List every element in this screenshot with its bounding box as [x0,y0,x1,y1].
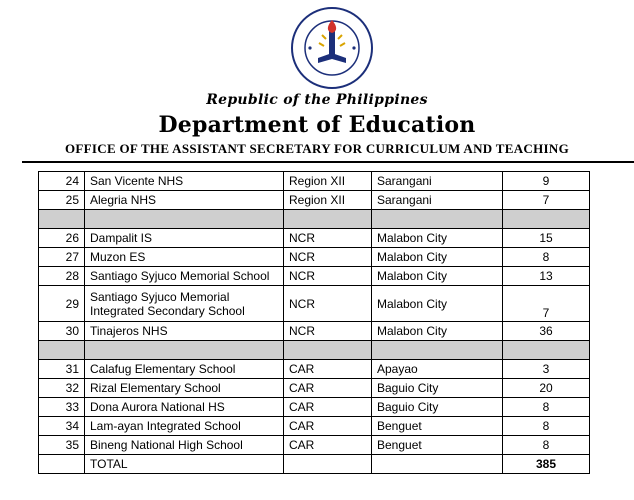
count: 9 [503,172,590,191]
division: Benguet [372,417,503,436]
region: Region XII [284,191,372,210]
office-title: OFFICE OF THE ASSISTANT SECRETARY FOR CURRICULUM AND TEACHING [65,141,569,156]
school-name: Dona Aurora National HS [85,398,284,417]
separator-row [39,210,590,229]
count: 8 [503,398,590,417]
region: CAR [284,398,372,417]
table-row [39,248,590,267]
table-row [39,436,590,455]
school-name: Muzon ES [85,248,284,267]
row-number: 27 [39,248,85,267]
division: Apayao [372,360,503,379]
table-row [39,379,590,398]
count: 3 [503,360,590,379]
region: CAR [284,379,372,398]
row-number: 29 [39,286,85,322]
row-number: 28 [39,267,85,286]
region: Region XII [284,172,372,191]
row-number: 24 [39,172,85,191]
region: NCR [284,286,372,322]
region: NCR [284,229,372,248]
row-number: 31 [39,360,85,379]
school-name: Alegria NHS [85,191,284,210]
table-row [39,172,590,191]
row-number: 30 [39,322,85,341]
count: 13 [503,267,590,286]
division: Malabon City [372,248,503,267]
division: Malabon City [372,286,503,322]
schools-table [38,171,590,474]
school-name: Dampalit IS [85,229,284,248]
region: CAR [284,436,372,455]
count: 15 [503,229,590,248]
row-number: 35 [39,436,85,455]
division: Benguet [372,436,503,455]
row-number: 26 [39,229,85,248]
school-name: San Vicente NHS [85,172,284,191]
total-row [39,455,590,474]
row-number: 34 [39,417,85,436]
separator-row [39,341,590,360]
count: 8 [503,417,590,436]
school-name: Tinajeros NHS [85,322,284,341]
region: NCR [284,248,372,267]
count: 8 [503,248,590,267]
division: Baguio City [372,398,503,417]
count: 7 [503,191,590,210]
table-row [39,267,590,286]
row-number: 33 [39,398,85,417]
table-row [39,322,590,341]
count: 36 [503,322,590,341]
department-title: Department of Education [158,112,476,138]
total-label: TOTAL [85,455,284,474]
count: 8 [503,436,590,455]
table-row [39,286,590,322]
republic-title: Republic of the Philippines [206,92,428,108]
division: Malabon City [372,267,503,286]
table-row [39,398,590,417]
table-row [39,229,590,248]
total-value: 385 [503,455,590,474]
table-row [39,191,590,210]
region: NCR [284,267,372,286]
table-row [39,417,590,436]
division: Baguio City [372,379,503,398]
school-name: Rizal Elementary School [85,379,284,398]
table-row [39,360,590,379]
school-name: Lam-ayan Integrated School [85,417,284,436]
count: 20 [503,379,590,398]
division: Malabon City [372,229,503,248]
count: 7 [503,286,590,322]
school-name: Calafug Elementary School [85,360,284,379]
region: CAR [284,417,372,436]
deped-seal [288,6,376,90]
row-number: 32 [39,379,85,398]
header-divider [22,161,634,163]
division: Sarangani [372,172,503,191]
division: Sarangani [372,191,503,210]
school-name: Santiago Syjuco Memorial School [85,267,284,286]
row-number: 25 [39,191,85,210]
school-name: Bineng National High School [85,436,284,455]
region: CAR [284,360,372,379]
region: NCR [284,322,372,341]
division: Malabon City [372,322,503,341]
school-name: Santiago Syjuco Memorial Integrated Secondary School [85,286,284,322]
